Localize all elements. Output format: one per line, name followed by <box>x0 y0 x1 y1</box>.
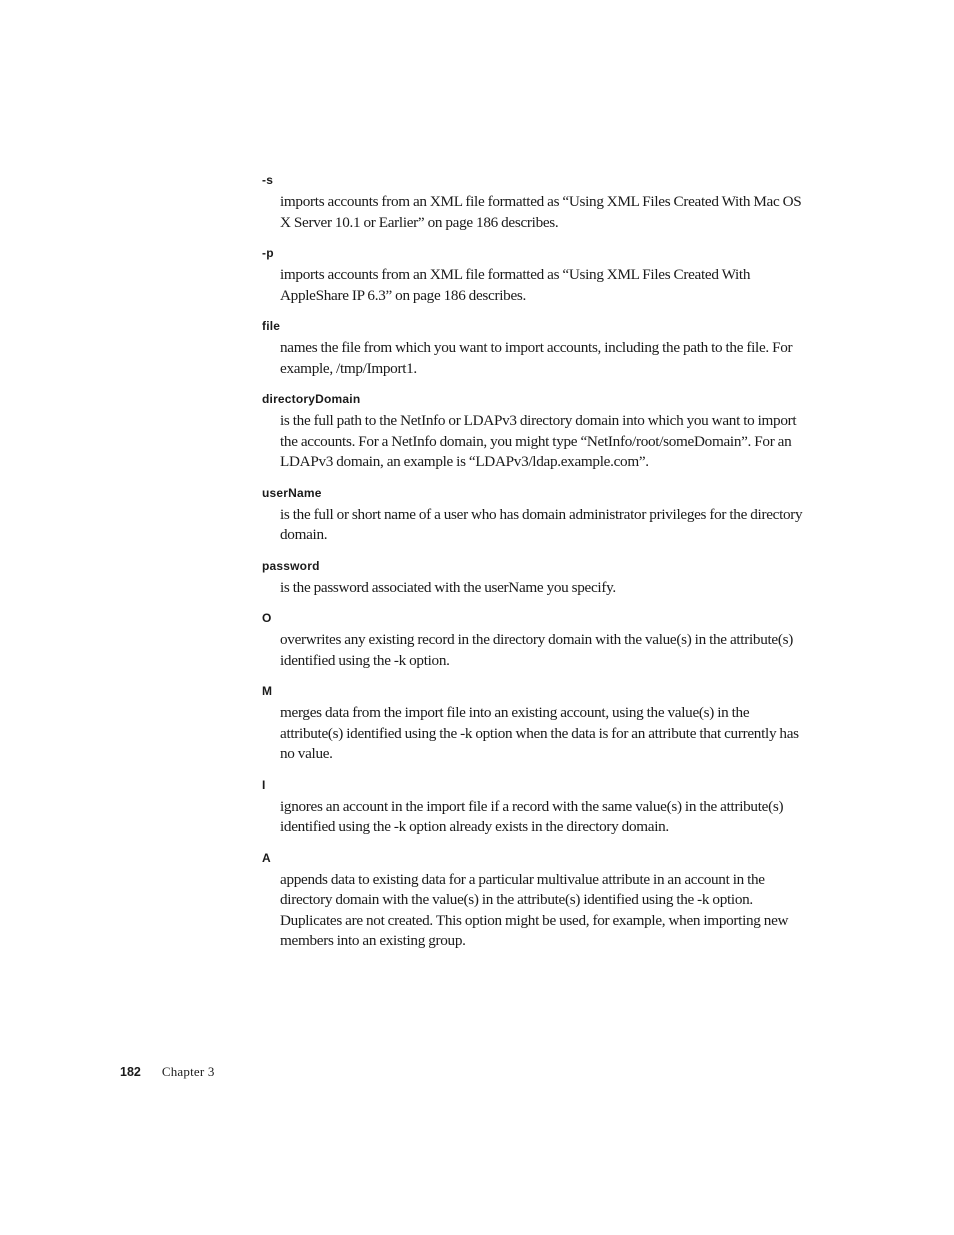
term-a: A <box>262 850 271 865</box>
description-o: overwrites any existing record in the directory domain with the value(s) in the attribute(s) identified using the -k option. <box>280 631 793 669</box>
term-p: -p <box>262 246 274 260</box>
description-p: imports accounts from an XML file formatted as “Using XML Files Created With AppleShare IP 6.3” on page 186 describes. <box>280 266 751 304</box>
description-user-name: is the full or short name of a user who has domain administrator privileges for the directory domain. <box>280 505 803 543</box>
description-s: imports accounts from an XML file formatted as “Using XML Files Created With Mac OS X Server 10.1 or Earlier” on page 186 describes. <box>280 193 802 231</box>
description-m: merges data from the import file into an existing account, using the value(s) in the attribute(s) identified using the -k option when the data is for an attribute that currently has no value. <box>280 704 799 762</box>
description-directory-domain: is the full path to the NetInfo or LDAPv3 directory domain into which you want to import the accounts. For a NetInfo domain, you might type “NetInfo/root/someDomain”. For an LDAPv3 domain, an example is “LDAPv3/ldap.example.com”. <box>280 412 797 470</box>
term-m: M <box>262 684 273 698</box>
description-i: ignores an account in the import file if a record with the same value(s) in the attribute(s) identified using the -k option already exists in the directory domain. <box>280 797 784 835</box>
term-password: password <box>262 558 320 573</box>
term-i: I <box>262 777 266 792</box>
term-user-name: userName <box>262 485 322 500</box>
term-o: O <box>262 611 272 625</box>
term-file: file <box>262 319 281 333</box>
term-directory-domain: directoryDomain <box>262 392 361 406</box>
chapter-label: Chapter 3 <box>161 1064 215 1079</box>
page-number: 182 <box>120 1065 141 1079</box>
page-footer <box>120 1064 215 1082</box>
term-s: -s <box>262 173 274 187</box>
description-file: names the file from which you want to import accounts, including the path to the file. For example, /tmp/Import1. <box>280 339 793 377</box>
description-password: is the password associated with the userName you specify. <box>280 578 616 596</box>
definition-list <box>262 172 807 964</box>
description-a: appends data to existing data for a particular multivalue attribute in an account in the directory domain with the value(s) in the attribute(s) identified using the -k option. Duplicates are not created. This option might be used, for example, when importing new members into an existing group. <box>280 870 789 949</box>
